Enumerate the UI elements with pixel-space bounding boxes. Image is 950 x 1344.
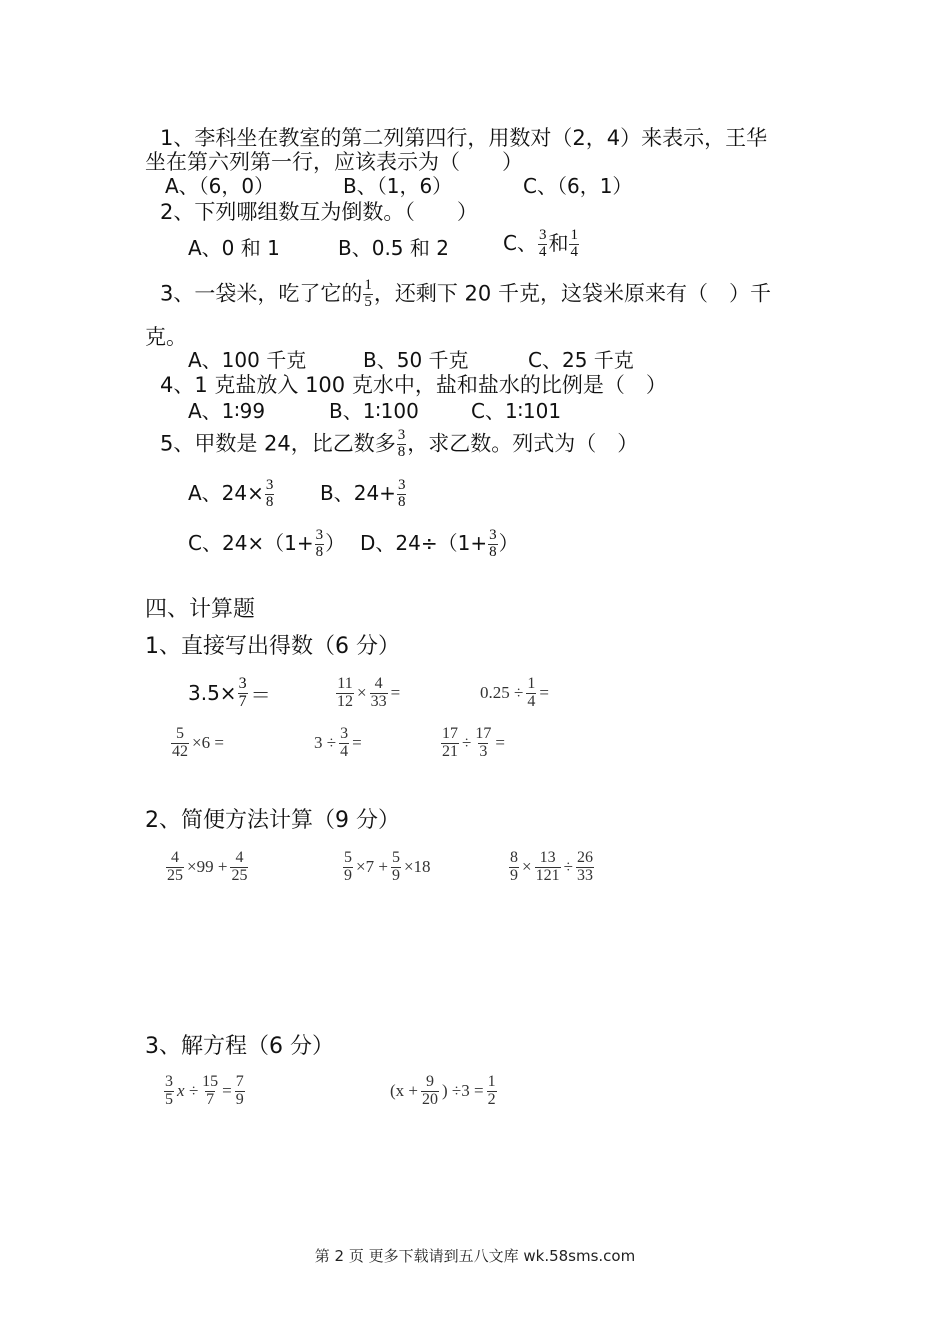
q2-option-c <box>503 228 580 261</box>
q5-stem: 5、甲数是 24，比乙数多 $\frac{3}{8}$ ，求乙数。列式为（ ） <box>160 427 639 460</box>
q4-option-a: A、1∶99 <box>188 399 266 423</box>
q3-option-c: C、25 千克 <box>528 348 634 372</box>
calc1-expr-4: $\frac{5}{42}$ ×6 = <box>172 725 224 760</box>
q4-stem: 4、1 克盐放入 100 克水中，盐和盐水的比例是（ ） <box>160 373 667 397</box>
q2-fraction-2: $\frac{1}{4}$ <box>570 227 578 260</box>
calc1-expr-5: 3 ÷ $\frac{3}{4}$ = <box>314 725 362 760</box>
q1-option-a: A、（6，0） <box>165 174 275 198</box>
q3-fraction: $\frac{1}{5}$ <box>364 277 372 310</box>
calc2-expr-3: $\frac{8}{9}$ × $\frac{13}{121}$ ÷ $\frac{26}{33}$ <box>510 849 593 884</box>
equation-1: $\frac{3}{5}$ x ÷ $\frac{15}{7}$ = $\frac{7}{9}$ <box>165 1073 244 1108</box>
calc2-expr-1: $\frac{4}{25}$ ×99 + $\frac{4}{25}$ <box>167 849 248 884</box>
q2-option-b: B、0.5 和 2 <box>338 236 449 260</box>
calc1-expr-2: $\frac{11}{12}$ × $\frac{4}{33}$ = <box>337 675 401 710</box>
q4-option-b: B、1∶100 <box>329 399 419 423</box>
q1-line2: 坐在第六列第一行，应该表示为（ ） <box>145 150 523 174</box>
subsection-1-title: 1、直接写出得数（6 分） <box>145 634 400 659</box>
calc1-expr-3: 0.25 ÷ $\frac{1}{4}$ = <box>480 675 549 710</box>
q5-fraction: $\frac{3}{8}$ <box>397 427 406 460</box>
calc1-expr-1: 3.5× $\frac{3}{7}$ ＝ <box>188 675 271 710</box>
q5-option-c: C、24×（1+ $\frac{3}{8}$ ） <box>188 527 346 560</box>
q3-line2: 克。 <box>145 325 187 349</box>
q3-option-b: B、50 千克 <box>363 348 469 372</box>
page-footer: 第 2 页 更多下载请到五八文库 wk.58sms.com <box>314 1247 636 1265</box>
subsection-3-title: 3、解方程（6 分） <box>145 1034 334 1059</box>
q2-option-a: A、0 和 1 <box>188 236 280 260</box>
q1-line1: 1、李科坐在教室的第二列第四行，用数对（2，4）来表示，王华 <box>160 126 768 150</box>
q3-line1: 3、一袋米，吃了它的 $\frac{1}{5}$ ，还剩下 20 千克，这袋米原来有（ ）千 <box>160 277 771 310</box>
q1-option-b: B、（1，6） <box>343 174 453 198</box>
q3-option-a: A、100 千克 <box>188 348 307 372</box>
q5-option-a: A、24× $\frac{3}{8}$ <box>188 477 274 510</box>
q2-stem: 2、下列哪组数互为倒数。（ ） <box>160 200 478 224</box>
q5-option-d: D、24÷（1+ $\frac{3}{8}$ ） <box>360 527 519 560</box>
q2-and: 和 <box>548 230 569 255</box>
q1-option-c: C、（6，1） <box>523 174 633 198</box>
q2-fraction-1: $\frac{3}{4}$ <box>538 227 547 260</box>
calc2-expr-2: $\frac{5}{9}$ ×7 + $\frac{5}{9}$ ×18 <box>344 849 431 884</box>
q2-option-c-label: C、 <box>503 230 537 255</box>
q4-option-c: C、1∶101 <box>471 399 562 423</box>
equation-2: (x + $\frac{9}{20}$ ) ÷3 = $\frac{1}{2}$ <box>390 1073 496 1108</box>
q5-option-b: B、24+ $\frac{3}{8}$ <box>320 477 406 510</box>
section-title: 四、计算题 <box>145 597 256 622</box>
calc1-expr-6: $\frac{17}{21}$ ÷ $\frac{17}{3}$ = <box>442 725 505 760</box>
subsection-2-title: 2、简便方法计算（9 分） <box>145 808 400 833</box>
